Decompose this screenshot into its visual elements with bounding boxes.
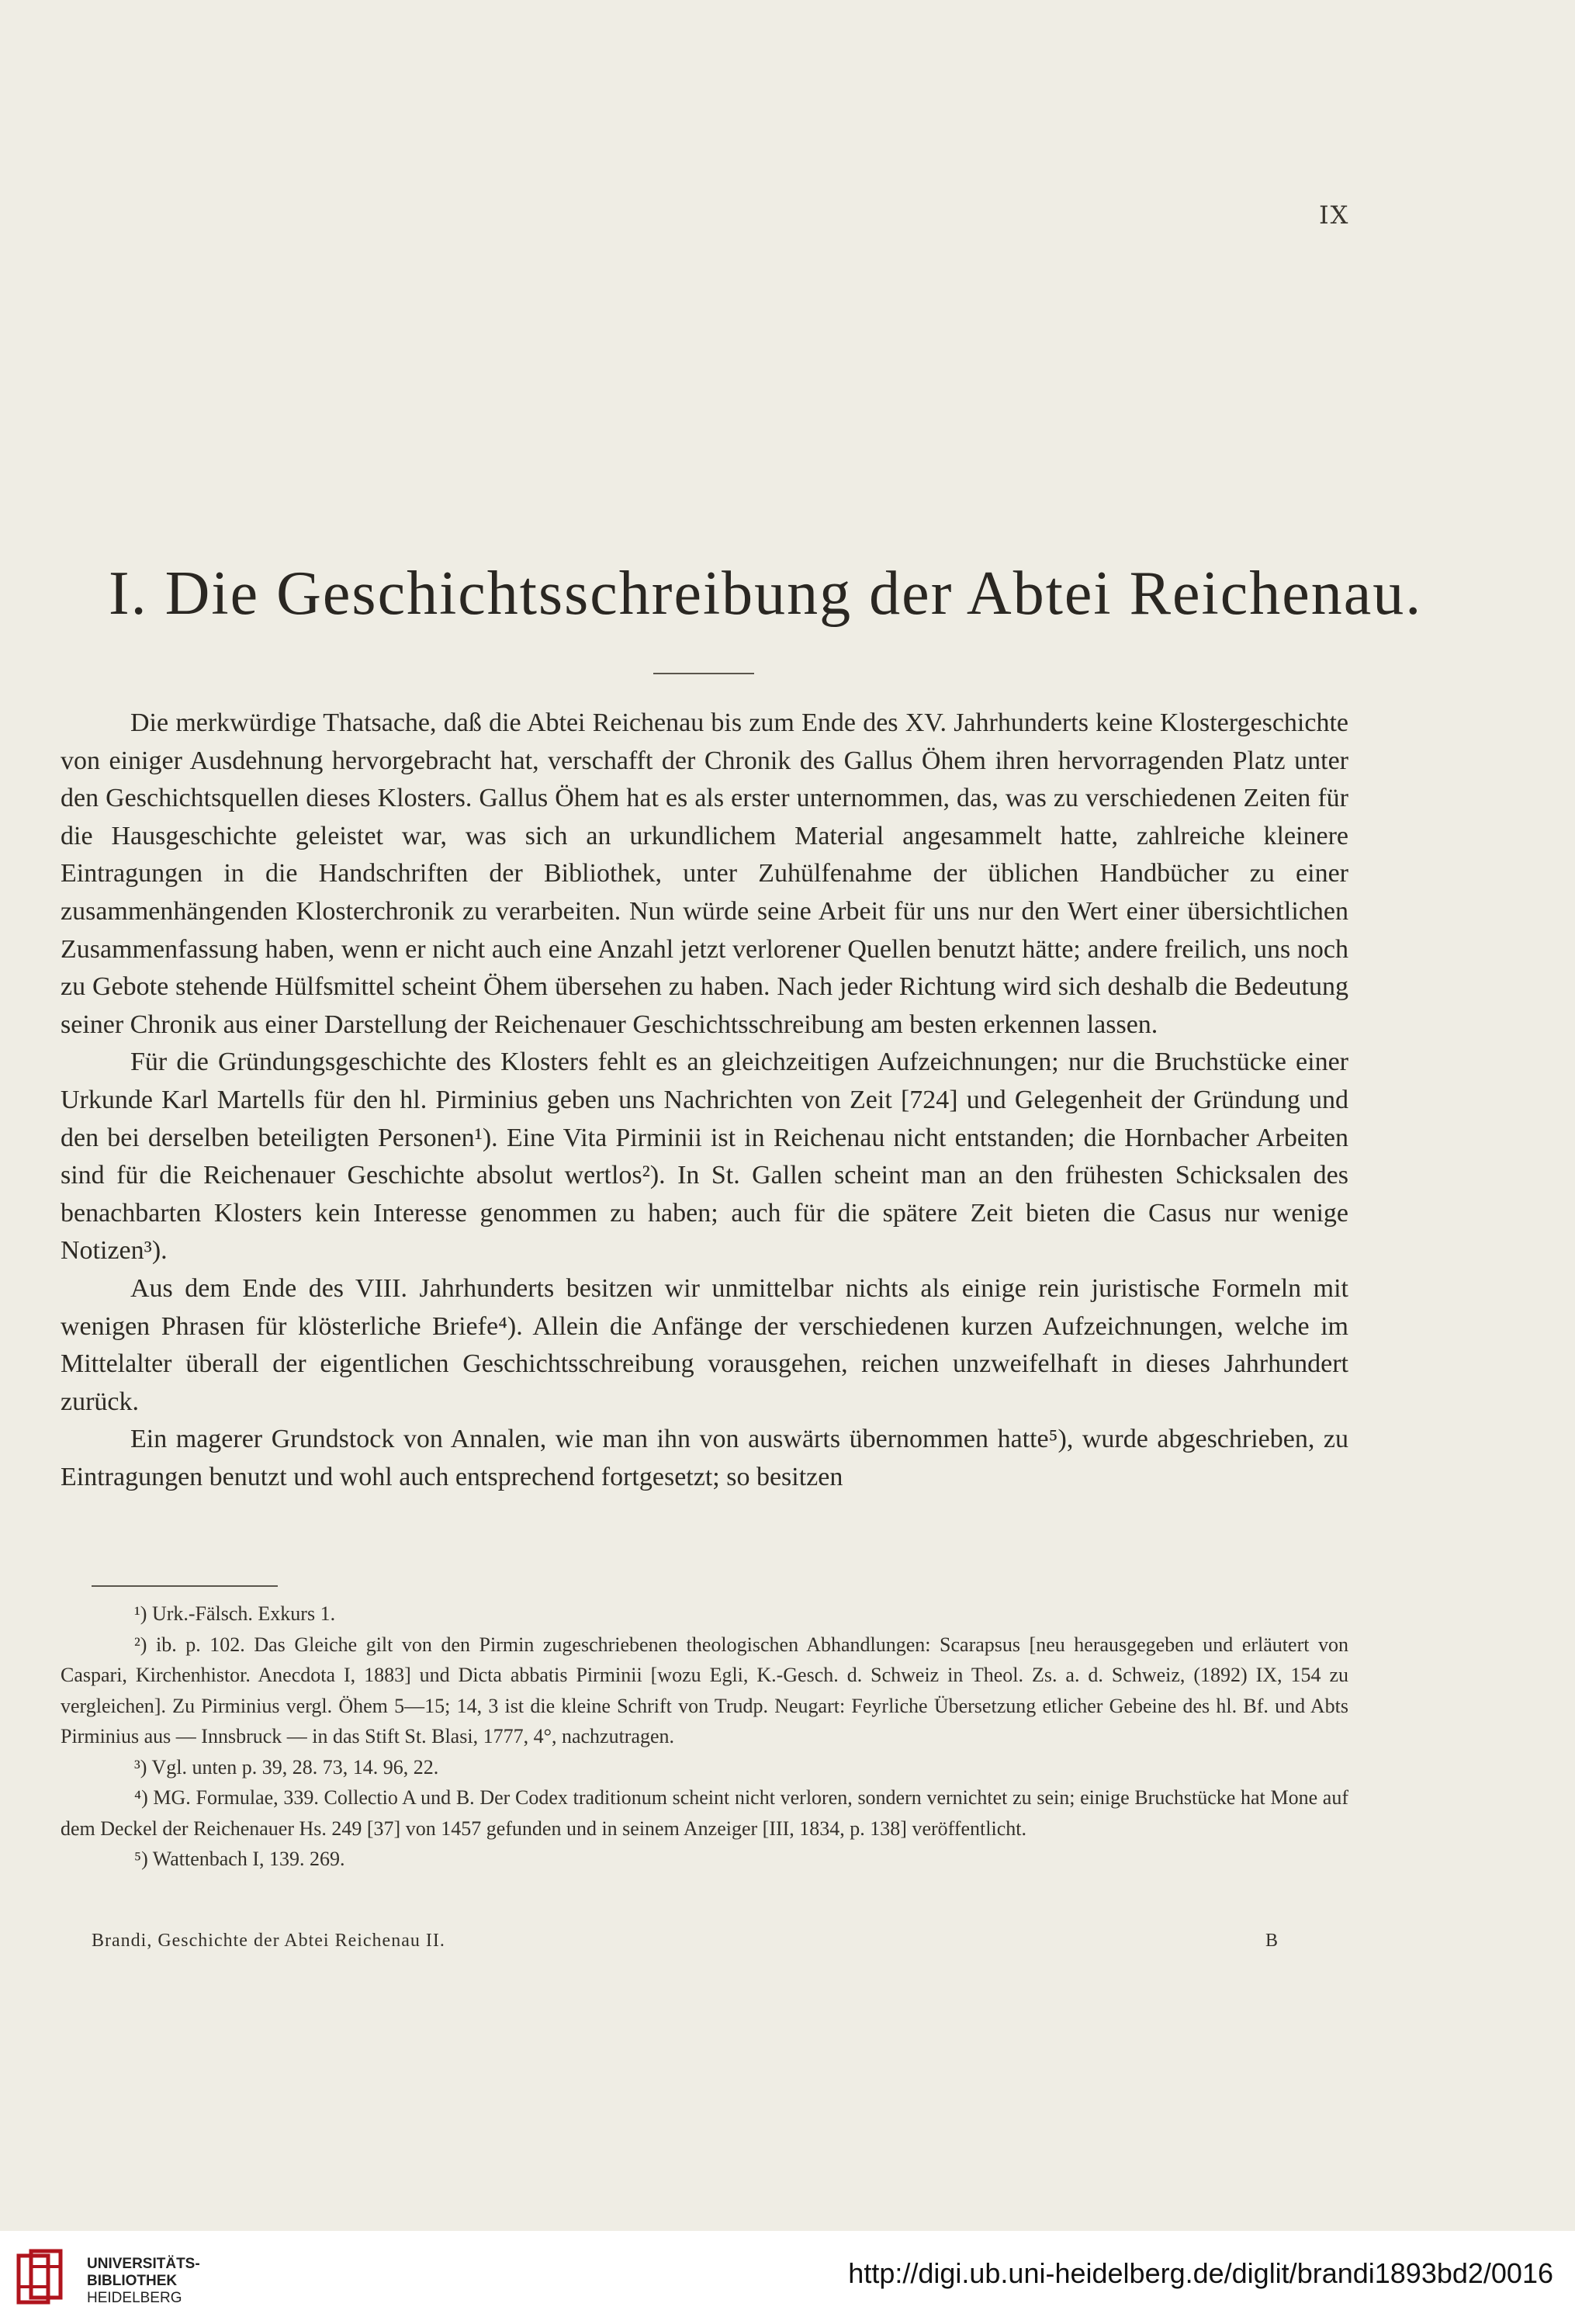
digitization-footer: [0, 2231, 1575, 2324]
footnote-divider: [92, 1585, 278, 1587]
ub-heidelberg-logo-icon: [14, 2248, 68, 2308]
main-text: [61, 705, 1348, 1496]
footnote: ⁴) MG. Formulae, 339. Collectio A und B. Der Codex traditionum scheint nicht verloren, sondern vernichtet zu sein; einige Bruchstücke hat Mone auf dem Deckel der Reichenauer Hs. 249 [37] von 1457 gefunden und in seinem Anzeiger [III, 1834, p. 138] veröffentlicht.: [61, 1786, 1348, 1840]
library-name-line: BIBLIOTHEK: [87, 2273, 178, 2289]
paragraph: Die merkwürdige Thatsache, daß die Abtei Reichenau bis zum Ende des XV. Jahrhunderts keine Klostergeschichte von einiger Ausdehnung hervorgebracht hat, verschafft der Chronik des Gallus Öhem ihren hervorragenden Platz unter den Geschichtsquellen dieses Klosters. Gallus Öhem hat es als erster unternommen, das, was zu verschiedenen Zeiten für die Hausgeschichte geleistet war, was sich an urkundlichem Material angesammelt hatte, zahlreiche kleinere Eintragungen in die Handschriften der Bibliothek, unter Zuhülfenahme der üblichen Handbücher zu einer zusammenhängenden Klosterchronik zu verarbeiten. Nun würde seine Arbeit für uns nur den Wert einer übersichtlichen Zusammenfassung haben, wenn er nicht auch eine Anzahl jetzt verlorener Quellen benutzt hätte; andere freilich, uns noch zu Gebote stehende Hülfsmittel scheint Öhem übersehen zu haben. Nach jeder Richtung wird sich deshalb die Bedeutung seiner Chronik aus einer Darstellung der Reichenauer Geschichtsschreibung am besten erkennen lassen.: [61, 708, 1348, 1039]
page-number: IX: [1319, 200, 1350, 230]
library-name-line: UNIVERSITÄTS-: [87, 2256, 200, 2272]
printer-signature: [92, 1931, 1325, 1952]
footnote: ³) Vgl. unten p. 39, 28. 73, 14. 96, 22.: [134, 1755, 439, 1779]
footnote: ¹) Urk.-Fälsch. Exkurs 1.: [134, 1602, 336, 1625]
signature-text: Brandi, Geschichte der Abtei Reichenau II.: [92, 1931, 445, 1951]
footnotes: [61, 1598, 1348, 1875]
footnote: ⁵) Wattenbach I, 139. 269.: [134, 1848, 345, 1870]
library-name: [87, 2256, 200, 2307]
source-url-link[interactable]: http://digi.ub.uni-heidelberg.de/diglit/brandi1893bd2/0016: [848, 2257, 1553, 2289]
title-divider: [653, 673, 754, 674]
chapter-title: I. Die Geschichtsschreibung der Abtei Reichenau.: [109, 559, 1423, 628]
paragraph: Für die Gründungsgeschichte des Klosters fehlt es an gleichzeitigen Aufzeichnungen; nur die Bruchstücke einer Urkunde Karl Martells für den hl. Pirminius geben uns Nachrichten von Zeit [724] und Gelegenheit der Gründung und den bei derselben beteiligten Personen¹). Eine Vita Pirminii ist in Reichenau nicht entstanden; die Hornbacher Arbeiten sind für die Reichenauer Geschichte absolut wertlos²). In St. Gallen scheint man an den frühesten Schicksalen des benachbarten Klosters kein Interesse genommen zu haben; auch für die spätere Zeit bieten die Casus nur wenige Notizen³).: [61, 1048, 1348, 1266]
paragraph: Ein magerer Grundstock von Annalen, wie man ihn von auswärts übernommen hatte⁵), wurde abgeschrieben, zu Eintragungen benutzt und wohl auch entsprechend fortgesetzt; so besitzen: [61, 1425, 1348, 1491]
paragraph: Aus dem Ende des VIII. Jahrhunderts besitzen wir unmittelbar nichts als einige rein juristische Formeln mit wenigen Phrasen für klösterliche Briefe⁴). Allein die Anfänge der verschiedenen kurzen Aufzeichnungen, welche im Mittelalter überall der eigentlichen Geschichtsschreibung vorausgehen, reichen unzweifelhaft in dieses Jahrhundert zurück.: [61, 1273, 1348, 1416]
signature-mark: B: [1265, 1931, 1279, 1951]
footnote: ²) ib. p. 102. Das Gleiche gilt von den Pirmin zugeschriebenen theologischen Abhandlungen: Scarapsus [neu herausgegeben und erläutert von Caspari, Kirchenhistor. Anecdota I, 1883] und Dicta abbatis Pirminii [wozu Egli, K.-Gesch. d. Schweiz in Theol. Zs. a. d. Schweiz, (1892) IX, 154 zu vergleichen]. Zu Pirminius vergl. Öhem 5—15; 14, 3 ist die kleine Schrift von Trudp. Neugart: Feyrliche Übersetzung etlicher Gebeine des hl. Bf. und Abts Pirminius aus — Innsbruck — in das Stift St. Blasi, 1777, 4°, nachzutragen.: [61, 1633, 1348, 1747]
library-name-line: HEIDELBERG: [87, 2290, 182, 2306]
